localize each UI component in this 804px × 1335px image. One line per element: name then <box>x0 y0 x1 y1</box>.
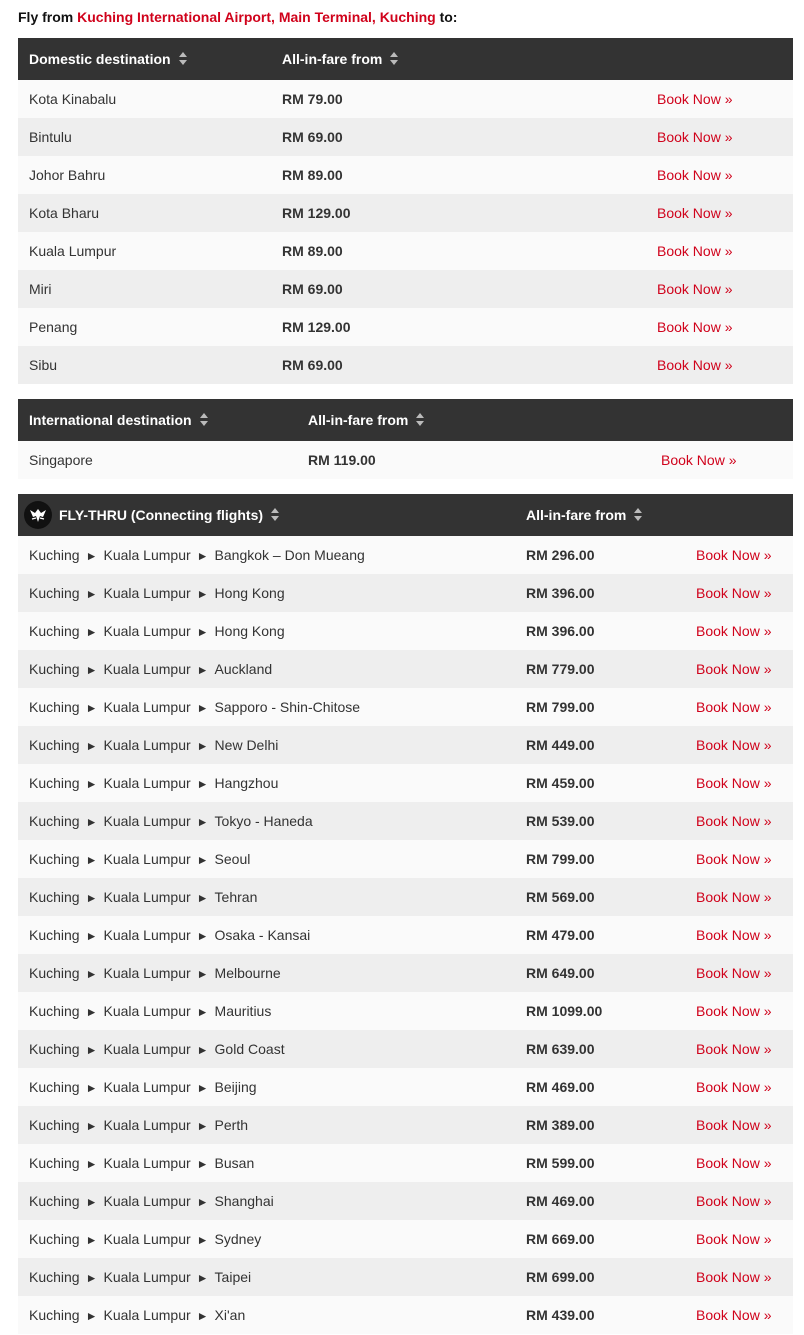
route <box>29 954 281 992</box>
table-row <box>18 992 793 1030</box>
origin-city: Kuching <box>29 737 80 753</box>
table-row <box>18 1296 793 1334</box>
table-row <box>18 156 793 194</box>
route <box>29 1258 251 1296</box>
book-now-link[interactable]: Book Now » <box>657 357 733 373</box>
column-label: Domestic destination <box>29 51 171 67</box>
table-row <box>18 802 793 840</box>
book-now-link[interactable]: Book Now » <box>696 1193 772 1209</box>
play-arrow-icon: ► <box>196 1043 209 1057</box>
book-now-link[interactable]: Book Now » <box>657 243 733 259</box>
play-arrow-icon: ► <box>85 587 98 601</box>
destination-name: Penang <box>29 319 78 335</box>
fare-value: RM 569.00 <box>526 889 595 905</box>
route <box>29 916 310 954</box>
via-city: Kuala Lumpur <box>103 927 191 943</box>
origin-city: Kuching <box>29 1193 80 1209</box>
fare-value: RM 669.00 <box>526 1231 595 1247</box>
play-arrow-icon: ► <box>196 891 209 905</box>
sort-arrows-icon[interactable] <box>390 51 398 67</box>
flythru-logo-icon <box>24 501 52 529</box>
book-now-link[interactable]: Book Now » <box>696 889 772 905</box>
table-row <box>18 688 793 726</box>
table-row <box>18 726 793 764</box>
book-now-link[interactable]: Book Now » <box>696 1231 772 1247</box>
column-label: FLY-THRU (Connecting flights) <box>59 507 264 523</box>
via-city: Kuala Lumpur <box>103 737 191 753</box>
via-city: Kuala Lumpur <box>103 1193 191 1209</box>
origin-city: Kuching <box>29 623 80 639</box>
play-arrow-icon: ► <box>85 1233 98 1247</box>
destination-name: Kota Kinabalu <box>29 91 117 107</box>
domestic-table-header <box>18 38 793 80</box>
book-now-link[interactable]: Book Now » <box>696 813 772 829</box>
table-row <box>18 954 793 992</box>
play-arrow-icon: ► <box>85 929 98 943</box>
flythru-table-header <box>18 494 793 536</box>
table-row <box>18 1030 793 1068</box>
fare-value: RM 699.00 <box>526 1269 595 1285</box>
international-table <box>18 399 793 479</box>
play-arrow-icon: ► <box>196 549 209 563</box>
play-arrow-icon: ► <box>196 967 209 981</box>
international-fare-column-header[interactable] <box>308 399 424 441</box>
origin-city: Kuching <box>29 699 80 715</box>
play-arrow-icon: ► <box>196 587 209 601</box>
route <box>29 802 313 840</box>
destination-name: Tokyo - Haneda <box>214 813 313 829</box>
fare-value: RM 296.00 <box>526 547 595 563</box>
play-arrow-icon: ► <box>196 853 209 867</box>
destination-name: Perth <box>214 1117 249 1133</box>
play-arrow-icon: ► <box>196 739 209 753</box>
column-label: International destination <box>29 412 192 428</box>
international-destination-column-header[interactable] <box>29 399 208 441</box>
destination-name: Hong Kong <box>214 623 285 639</box>
fare-value: RM 69.00 <box>282 281 343 297</box>
origin-city: Kuching <box>29 1079 80 1095</box>
origin-airport-link[interactable]: Kuching International Airport, Main Terminal, Kuching <box>77 9 436 25</box>
book-now-link[interactable]: Book Now » <box>696 585 772 601</box>
route <box>29 1106 248 1144</box>
table-row <box>18 346 793 384</box>
destination-name: Tehran <box>214 889 258 905</box>
book-now-link[interactable]: Book Now » <box>696 775 772 791</box>
play-arrow-icon: ► <box>85 815 98 829</box>
play-arrow-icon: ► <box>85 967 98 981</box>
origin-city: Kuching <box>29 585 80 601</box>
origin-city: Kuching <box>29 547 80 563</box>
book-now-link[interactable]: Book Now » <box>657 91 733 107</box>
book-now-link[interactable]: Book Now » <box>696 1269 772 1285</box>
book-now-link[interactable]: Book Now » <box>696 623 772 639</box>
table-row <box>18 612 793 650</box>
destination-name: Kota Bharu <box>29 205 100 221</box>
play-arrow-icon: ► <box>85 1309 98 1323</box>
destination-name: Johor Bahru <box>29 167 106 183</box>
domestic-table <box>18 38 793 384</box>
play-arrow-icon: ► <box>85 853 98 867</box>
table-row <box>18 1144 793 1182</box>
origin-city: Kuching <box>29 775 80 791</box>
via-city: Kuala Lumpur <box>103 699 191 715</box>
play-arrow-icon: ► <box>85 701 98 715</box>
play-arrow-icon: ► <box>85 663 98 677</box>
destination-name: Shanghai <box>214 1193 274 1209</box>
via-city: Kuala Lumpur <box>103 1307 191 1323</box>
destination-name: Osaka - Kansai <box>214 927 311 943</box>
fare-value: RM 389.00 <box>526 1117 595 1133</box>
column-label: All-in-fare from <box>308 412 409 428</box>
via-city: Kuala Lumpur <box>103 547 191 563</box>
play-arrow-icon: ► <box>85 1081 98 1095</box>
route <box>29 1182 274 1220</box>
route <box>29 1296 245 1334</box>
via-city: Kuala Lumpur <box>103 585 191 601</box>
play-arrow-icon: ► <box>196 1157 209 1171</box>
fare-value: RM 1099.00 <box>526 1003 603 1019</box>
fare-value: RM 799.00 <box>526 851 595 867</box>
origin-city: Kuching <box>29 1117 80 1133</box>
book-now-link[interactable]: Book Now » <box>661 452 737 468</box>
play-arrow-icon: ► <box>196 1081 209 1095</box>
table-row <box>18 118 793 156</box>
table-row <box>18 840 793 878</box>
play-arrow-icon: ► <box>196 625 209 639</box>
play-arrow-icon: ► <box>196 1271 209 1285</box>
destination-name: Hangzhou <box>214 775 279 791</box>
fare-value: RM 449.00 <box>526 737 595 753</box>
play-arrow-icon: ► <box>85 777 98 791</box>
origin-city: Kuching <box>29 851 80 867</box>
fare-value: RM 119.00 <box>308 452 376 468</box>
play-arrow-icon: ► <box>196 1233 209 1247</box>
play-arrow-icon: ► <box>85 1157 98 1171</box>
fare-value: RM 459.00 <box>526 775 595 791</box>
via-city: Kuala Lumpur <box>103 623 191 639</box>
destination-name: Singapore <box>29 452 93 468</box>
fare-value: RM 69.00 <box>282 129 343 145</box>
sort-arrows-icon[interactable] <box>200 412 208 428</box>
play-arrow-icon: ► <box>196 1005 209 1019</box>
via-city: Kuala Lumpur <box>103 775 191 791</box>
route <box>29 1144 254 1182</box>
origin-city: Kuching <box>29 1307 80 1323</box>
domestic-destination-column-header[interactable] <box>29 38 187 80</box>
route <box>29 726 278 764</box>
route <box>29 1220 261 1258</box>
play-arrow-icon: ► <box>85 1195 98 1209</box>
book-now-link[interactable]: Book Now » <box>696 1155 772 1171</box>
destination-name: Sibu <box>29 357 58 373</box>
table-row <box>18 1068 793 1106</box>
book-now-link[interactable]: Book Now » <box>657 281 733 297</box>
table-row <box>18 650 793 688</box>
table-row <box>18 308 793 346</box>
book-now-link[interactable]: Book Now » <box>696 1003 772 1019</box>
fare-value: RM 649.00 <box>526 965 595 981</box>
via-city: Kuala Lumpur <box>103 1079 191 1095</box>
domestic-table-body <box>18 80 793 384</box>
play-arrow-icon: ► <box>196 701 209 715</box>
origin-city: Kuching <box>29 965 80 981</box>
table-row <box>18 1258 793 1296</box>
origin-city: Kuching <box>29 1155 80 1171</box>
table-row <box>18 536 793 574</box>
destination-name: Taipei <box>214 1269 252 1285</box>
destination-name: Sydney <box>214 1231 262 1247</box>
play-arrow-icon: ► <box>196 1119 209 1133</box>
destination-name: Kuala Lumpur <box>29 243 117 259</box>
play-arrow-icon: ► <box>85 891 98 905</box>
table-row <box>18 270 793 308</box>
play-arrow-icon: ► <box>85 1271 98 1285</box>
column-label: All-in-fare from <box>526 507 627 523</box>
page-heading <box>18 9 457 25</box>
table-row <box>18 878 793 916</box>
origin-city: Kuching <box>29 1231 80 1247</box>
route <box>29 574 285 612</box>
sort-arrows-icon[interactable] <box>271 507 279 523</box>
book-now-link[interactable]: Book Now » <box>696 1041 772 1057</box>
book-now-link[interactable]: Book Now » <box>696 1117 772 1133</box>
table-row <box>18 1106 793 1144</box>
destination-name: Seoul <box>214 851 251 867</box>
fare-value: RM 129.00 <box>282 205 351 221</box>
book-now-link[interactable]: Book Now » <box>696 1307 772 1323</box>
table-row <box>18 916 793 954</box>
table-row <box>18 194 793 232</box>
route <box>29 1030 285 1068</box>
play-arrow-icon: ► <box>196 777 209 791</box>
destination-name: Mauritius <box>214 1003 272 1019</box>
flythru-table <box>18 494 793 1334</box>
column-label: All-in-fare from <box>282 51 383 67</box>
origin-city: Kuching <box>29 813 80 829</box>
play-arrow-icon: ► <box>196 929 209 943</box>
book-now-link[interactable]: Book Now » <box>657 319 733 335</box>
fare-value: RM 396.00 <box>526 623 595 639</box>
flythru-route-column-header[interactable] <box>24 494 279 536</box>
play-arrow-icon: ► <box>196 1195 209 1209</box>
origin-city: Kuching <box>29 889 80 905</box>
route <box>29 840 250 878</box>
via-city: Kuala Lumpur <box>103 661 191 677</box>
play-arrow-icon: ► <box>85 1043 98 1057</box>
play-arrow-icon: ► <box>196 663 209 677</box>
book-now-link[interactable]: Book Now » <box>657 129 733 145</box>
fare-value: RM 439.00 <box>526 1307 595 1323</box>
destination-name: Hong Kong <box>214 585 285 601</box>
play-arrow-icon: ► <box>196 815 209 829</box>
book-now-link[interactable]: Book Now » <box>696 699 772 715</box>
destination-name: New Delhi <box>214 737 279 753</box>
international-table-header <box>18 399 793 441</box>
destination-name: Bangkok – Don Mueang <box>214 547 365 563</box>
destination-name: Bintulu <box>29 129 72 145</box>
book-now-link[interactable]: Book Now » <box>657 167 733 183</box>
book-now-link[interactable]: Book Now » <box>696 547 772 563</box>
book-now-link[interactable]: Book Now » <box>696 927 772 943</box>
fare-value: RM 396.00 <box>526 585 595 601</box>
route <box>29 612 285 650</box>
fare-value: RM 479.00 <box>526 927 595 943</box>
route <box>29 1068 257 1106</box>
route <box>29 764 278 802</box>
sort-arrows-icon[interactable] <box>179 51 187 67</box>
via-city: Kuala Lumpur <box>103 1117 191 1133</box>
fare-value: RM 469.00 <box>526 1079 595 1095</box>
via-city: Kuala Lumpur <box>103 889 191 905</box>
fare-value: RM 799.00 <box>526 699 595 715</box>
origin-city: Kuching <box>29 1003 80 1019</box>
destination-name: Gold Coast <box>214 1041 285 1057</box>
table-row <box>18 1220 793 1258</box>
play-arrow-icon: ► <box>85 549 98 563</box>
sort-arrows-icon[interactable] <box>634 507 642 523</box>
origin-city: Kuching <box>29 927 80 943</box>
destination-name: Busan <box>214 1155 255 1171</box>
fare-value: RM 79.00 <box>282 91 343 107</box>
destination-name: Sapporo - Shin-Chitose <box>214 699 361 715</box>
fare-value: RM 599.00 <box>526 1155 595 1171</box>
origin-city: Kuching <box>29 1041 80 1057</box>
fare-value: RM 469.00 <box>526 1193 595 1209</box>
international-table-body <box>18 441 793 479</box>
book-now-link[interactable]: Book Now » <box>696 737 772 753</box>
via-city: Kuala Lumpur <box>103 851 191 867</box>
play-arrow-icon: ► <box>85 1005 98 1019</box>
via-city: Kuala Lumpur <box>103 1041 191 1057</box>
origin-city: Kuching <box>29 661 80 677</box>
book-now-link[interactable]: Book Now » <box>696 965 772 981</box>
fare-value: RM 89.00 <box>282 167 343 183</box>
via-city: Kuala Lumpur <box>103 813 191 829</box>
flythru-fare-column-header[interactable] <box>526 494 642 536</box>
via-city: Kuala Lumpur <box>103 1003 191 1019</box>
fare-value: RM 639.00 <box>526 1041 595 1057</box>
table-row <box>18 1182 793 1220</box>
destination-name: Xi'an <box>214 1307 246 1323</box>
play-arrow-icon: ► <box>85 1119 98 1133</box>
flythru-table-body <box>18 536 793 1334</box>
destination-name: Miri <box>29 281 52 297</box>
route <box>29 536 365 574</box>
book-now-link[interactable]: Book Now » <box>696 851 772 867</box>
domestic-fare-column-header[interactable] <box>282 38 398 80</box>
play-arrow-icon: ► <box>85 625 98 639</box>
fare-value: RM 779.00 <box>526 661 595 677</box>
sort-arrows-icon[interactable] <box>416 412 424 428</box>
table-row <box>18 764 793 802</box>
book-now-link[interactable]: Book Now » <box>696 661 772 677</box>
fare-value: RM 539.00 <box>526 813 595 829</box>
route <box>29 992 271 1030</box>
via-city: Kuala Lumpur <box>103 965 191 981</box>
destination-name: Melbourne <box>214 965 281 981</box>
heading-suffix: to: <box>435 9 458 25</box>
table-row <box>18 574 793 612</box>
fare-value: RM 129.00 <box>282 319 351 335</box>
via-city: Kuala Lumpur <box>103 1269 191 1285</box>
fare-value: RM 89.00 <box>282 243 343 259</box>
via-city: Kuala Lumpur <box>103 1155 191 1171</box>
heading-prefix: Fly from <box>18 9 78 25</box>
fare-value: RM 69.00 <box>282 357 343 373</box>
destination-name: Beijing <box>214 1079 257 1095</box>
table-row <box>18 441 793 479</box>
book-now-link[interactable]: Book Now » <box>657 205 733 221</box>
route <box>29 650 272 688</box>
via-city: Kuala Lumpur <box>103 1231 191 1247</box>
route <box>29 688 360 726</box>
table-row <box>18 80 793 118</box>
route <box>29 878 257 916</box>
origin-city: Kuching <box>29 1269 80 1285</box>
book-now-link[interactable]: Book Now » <box>696 1079 772 1095</box>
table-row <box>18 232 793 270</box>
destination-name: Auckland <box>214 661 273 677</box>
play-arrow-icon: ► <box>85 739 98 753</box>
play-arrow-icon: ► <box>196 1309 209 1323</box>
